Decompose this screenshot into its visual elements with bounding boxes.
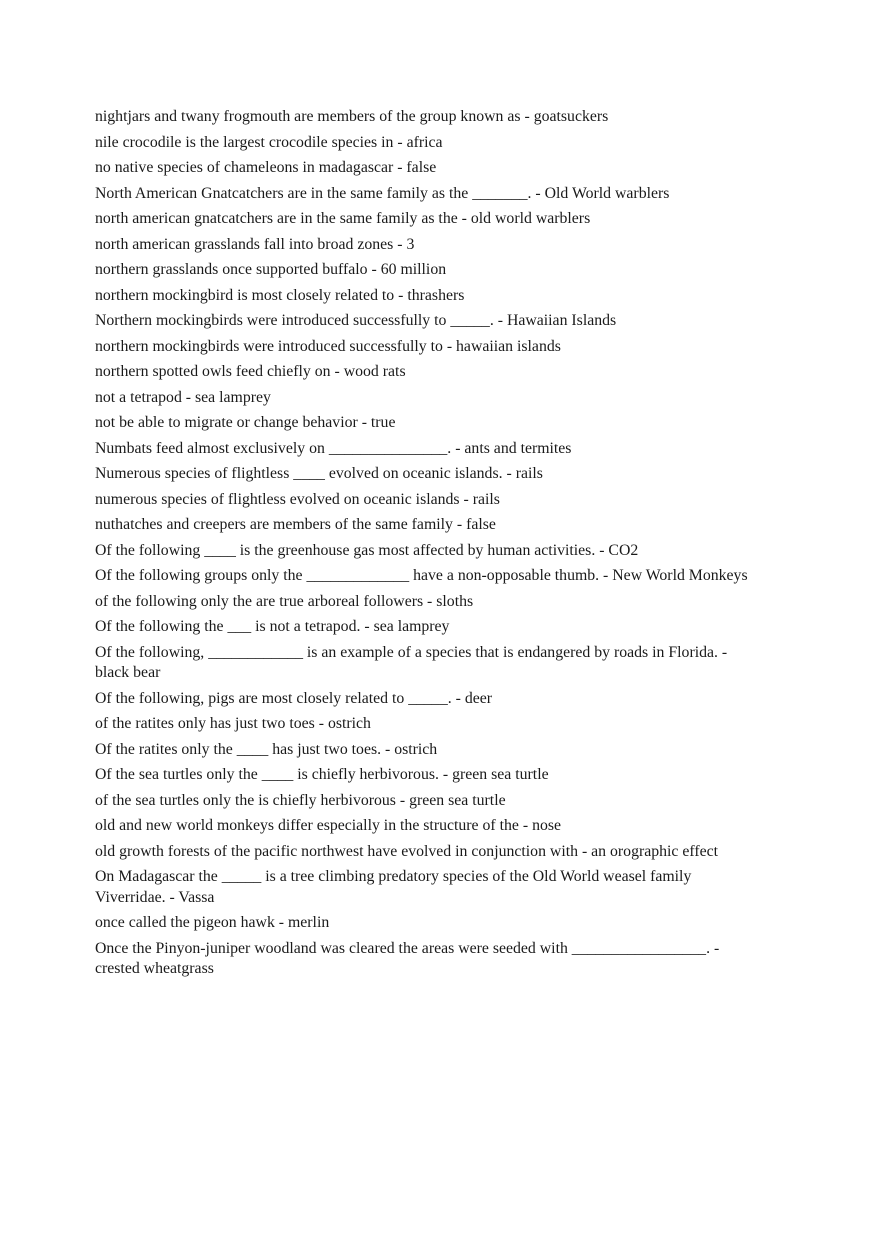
- list-item: of the ratites only has just two toes - ostrich: [95, 715, 371, 732]
- list-item: Of the sea turtles only the ____ is chiefly herbivorous. - green sea turtle: [95, 766, 549, 783]
- list-item: once called the pigeon hawk - merlin: [95, 914, 330, 931]
- list-item: Of the following ____ is the greenhouse gas most affected by human activities. - CO2: [95, 541, 639, 559]
- list-item: Northern mockingbirds were introduced successfully to _____. - Hawaiian Islands: [95, 312, 617, 329]
- list-item: nile crocodile is the largest crocodile species in - africa: [95, 133, 443, 151]
- list-item: old growth forests of the pacific northwest have evolved in conjunction with - an orographic effect: [95, 842, 719, 860]
- list-item: On Madagascar the _____ is a tree climbing predatory species of the Old World weasel family Viverridae. - Vassa: [95, 868, 692, 906]
- entry-list: [95, 107, 765, 985]
- list-item: northern mockingbird is most closely related to - thrashers: [95, 286, 465, 304]
- list-item: numerous species of flightless evolved on oceanic islands - rails: [95, 490, 500, 508]
- list-item: old and new world monkeys differ especially in the structure of the - nose: [95, 817, 562, 834]
- list-item: not a tetrapod - sea lamprey: [95, 388, 271, 406]
- list-item: North American Gnatcatchers are in the same family as the _______. - Old World warblers: [95, 184, 670, 202]
- list-item: no native species of chameleons in madagascar - false: [95, 159, 437, 176]
- list-item: Numerous species of flightless ____ evolved on oceanic islands. - rails: [95, 465, 543, 482]
- list-item: Numbats feed almost exclusively on _______________. - ants and termites: [95, 439, 572, 457]
- list-item: north american gnatcatchers are in the same family as the - old world warblers: [95, 210, 591, 227]
- list-item: Of the following, pigs are most closely related to _____. - deer: [95, 689, 493, 707]
- list-item: of the sea turtles only the is chiefly herbivorous - green sea turtle: [95, 791, 506, 809]
- list-item: Of the ratites only the ____ has just two toes. - ostrich: [95, 740, 438, 758]
- list-item: Of the following groups only the _____________ have a non-opposable thumb. - New World Monkeys: [95, 567, 748, 584]
- list-item: Of the following, ____________ is an example of a species that is endangered by roads in Florida. - black bear: [95, 643, 728, 681]
- list-item: Of the following the ___ is not a tetrapod. - sea lamprey: [95, 618, 450, 635]
- list-item: northern spotted owls feed chiefly on - wood rats: [95, 363, 406, 380]
- list-item: nuthatches and creepers are members of the same family - false: [95, 516, 496, 533]
- list-item: north american grasslands fall into broad zones - 3: [95, 235, 415, 253]
- list-item: Once the Pinyon-juniper woodland was cleared the areas were seeded with _________________. - crested wheatgrass: [95, 939, 720, 977]
- list-item: nightjars and twany frogmouth are members of the group known as - goatsuckers: [95, 108, 609, 125]
- list-item: of the following only the are true arboreal followers - sloths: [95, 592, 474, 610]
- list-item: northern grasslands once supported buffalo - 60 million: [95, 261, 447, 278]
- list-item: northern mockingbirds were introduced successfully to - hawaiian islands: [95, 337, 561, 355]
- list-item: not be able to migrate or change behavior - true: [95, 414, 396, 431]
